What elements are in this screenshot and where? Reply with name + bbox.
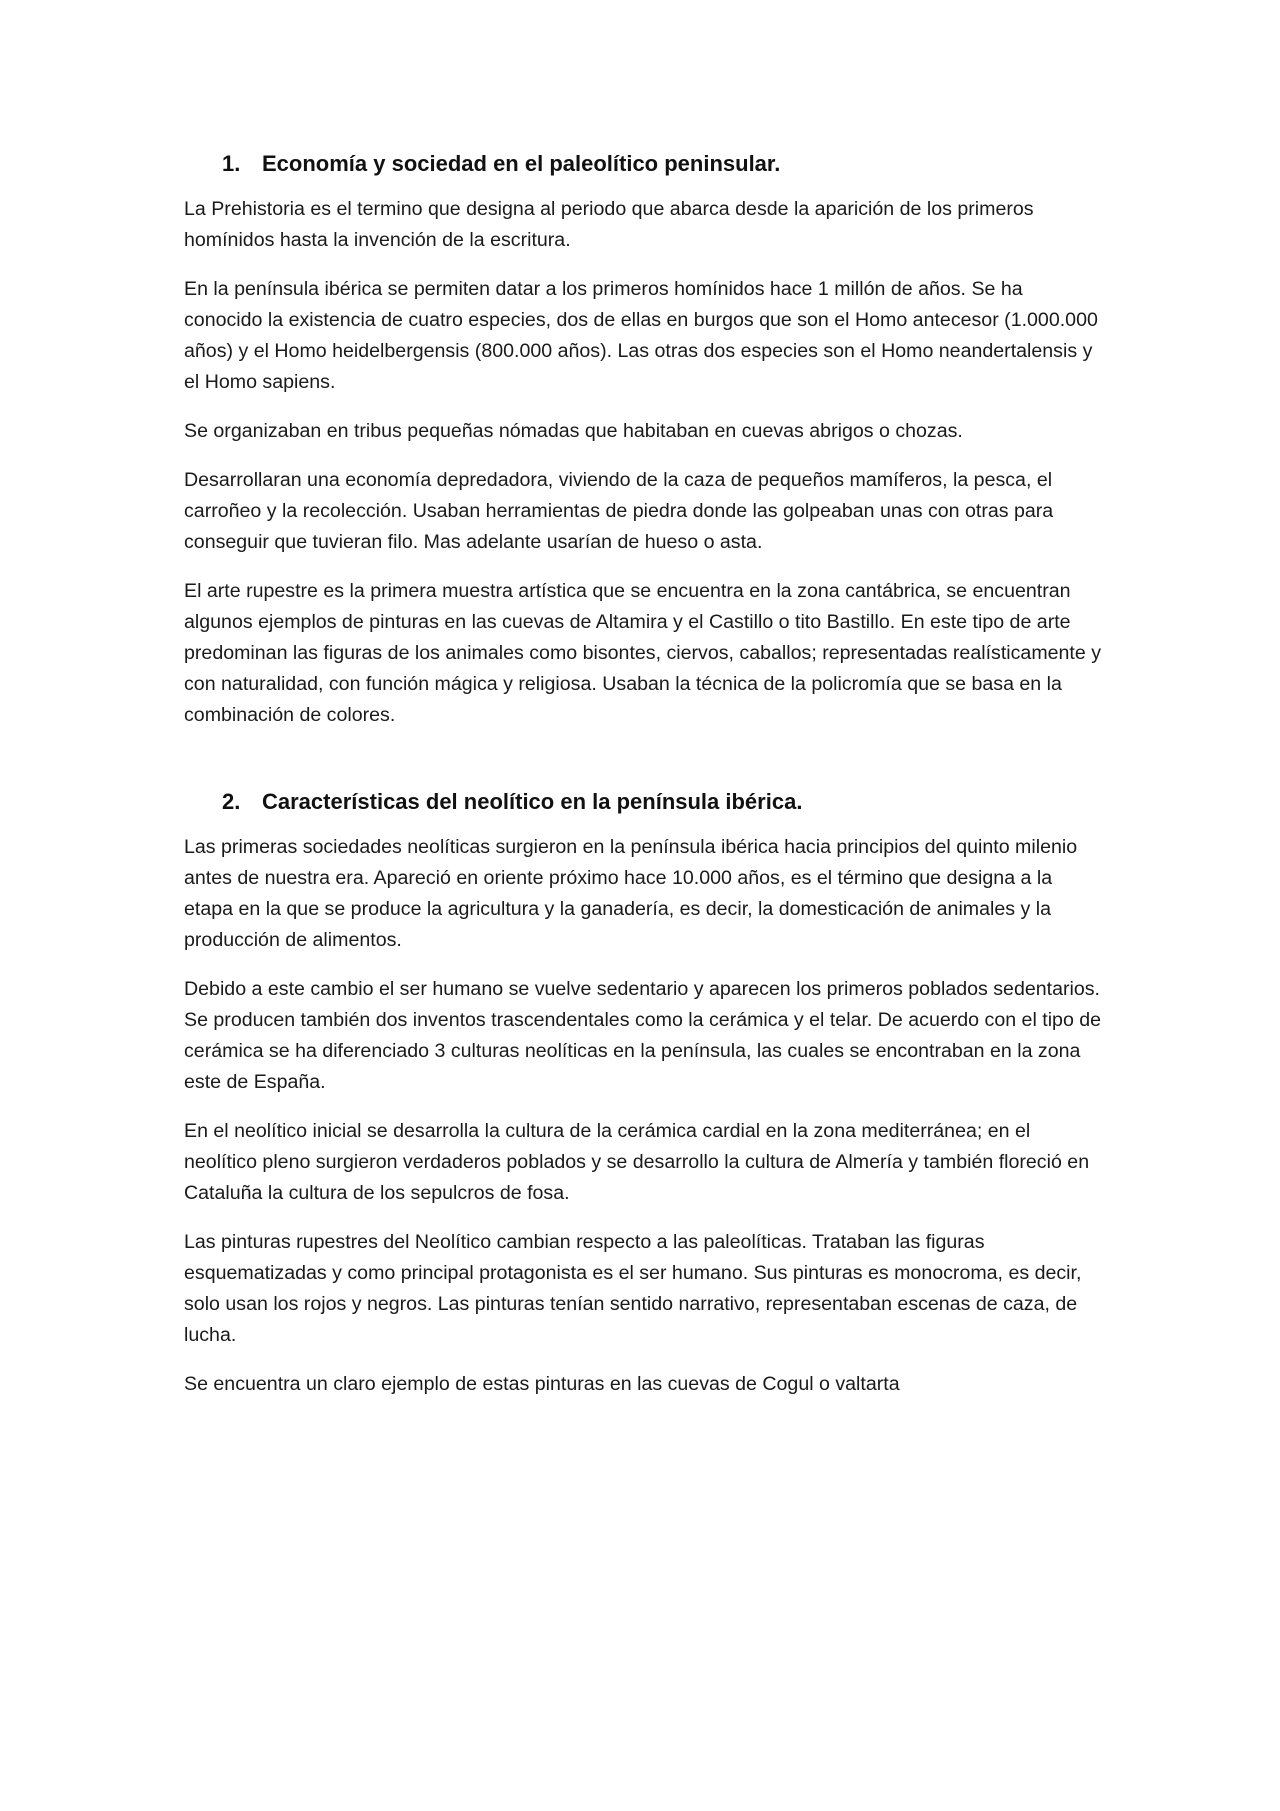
paragraph: La Prehistoria es el termino que designa al periodo que abarca desde la aparición de los primeros homínidos hasta la invención de la escritura. [184, 198, 1034, 251]
paragraph: En el neolítico inicial se desarrolla la cultura de la cerámica cardial en la zona mediterránea; en el neolítico pleno surgieron verdaderos poblados y se desarrollo la cultura de Almería y también floreció en Cataluña la cultura de los sepulcros de fosa. [184, 1120, 1090, 1204]
section-number: 1. [222, 151, 241, 176]
paragraph: El arte rupestre es la primera muestra artística que se encuentra en la zona cantábrica, se encuentran algunos ejemplos de pinturas en las cuevas de Altamira y el Castillo o tito Bastillo. En este tipo de arte predominan las figuras de los animales como bisontes, ciervos, caballos; representadas realísticamente y con naturalidad, con función mágica y religiosa. Usaban la técnica de la policromía que se basa en la combinación de colores. [184, 580, 1102, 726]
paragraph: Las pinturas rupestres del Neolítico cambian respecto a las paleolíticas. Trataban las figuras esquematizadas y como principal protagonista es el ser humano. Sus pinturas es monocroma, es decir, solo usan los rojos y negros. Las pinturas tenían sentido narrativo, representaban escenas de caza, de lucha. [184, 1231, 1082, 1346]
section-heading [222, 150, 1104, 178]
section-paleolitico [184, 150, 1104, 731]
paragraph: Se encuentra un claro ejemplo de estas pinturas en las cuevas de Cogul o valtarta [184, 1373, 900, 1395]
section-title: Características del neolítico en la península ibérica. [262, 789, 803, 814]
document-body [184, 150, 1104, 1418]
paragraph: En la península ibérica se permiten datar a los primeros homínidos hace 1 millón de años. Se ha conocido la existencia de cuatro especies, dos de ellas en burgos que son el Homo antecesor (1.000.000 años) y el Homo heidelbergensis (800.000 años). Las otras dos especies son el Homo neandertalensis y el Homo sapiens. [184, 278, 1098, 393]
section-neolitico [184, 788, 1104, 1400]
paragraph: Desarrollaran una economía depredadora, viviendo de la caza de pequeños mamíferos, la pesca, el carroñeo y la recolección. Usaban herramientas de piedra donde las golpeaban unas con otras para conseguir que tuvieran filo. Mas adelante usarían de hueso o asta. [184, 469, 1054, 553]
paragraph: Las primeras sociedades neolíticas surgieron en la península ibérica hacia principios del quinto milenio antes de nuestra era. Apareció en oriente próximo hace 10.000 años, es el término que designa a la etapa en la que se produce la agricultura y la ganadería, es decir, la domesticación de animales y la producción de alimentos. [184, 836, 1078, 951]
section-heading [222, 788, 1104, 816]
section-title: Economía y sociedad en el paleolítico peninsular. [262, 151, 781, 176]
paragraph: Debido a este cambio el ser humano se vuelve sedentario y aparecen los primeros poblados sedentarios. Se producen también dos inventos trascendentales como la cerámica y el telar. De acuerdo con el tipo de cerámica se ha diferenciado 3 culturas neolíticas en la península, las cuales se encontraban en la zona este de España. [184, 978, 1102, 1093]
section-number: 2. [222, 789, 241, 814]
paragraph: Se organizaban en tribus pequeñas nómadas que habitaban en cuevas abrigos o chozas. [184, 420, 963, 442]
